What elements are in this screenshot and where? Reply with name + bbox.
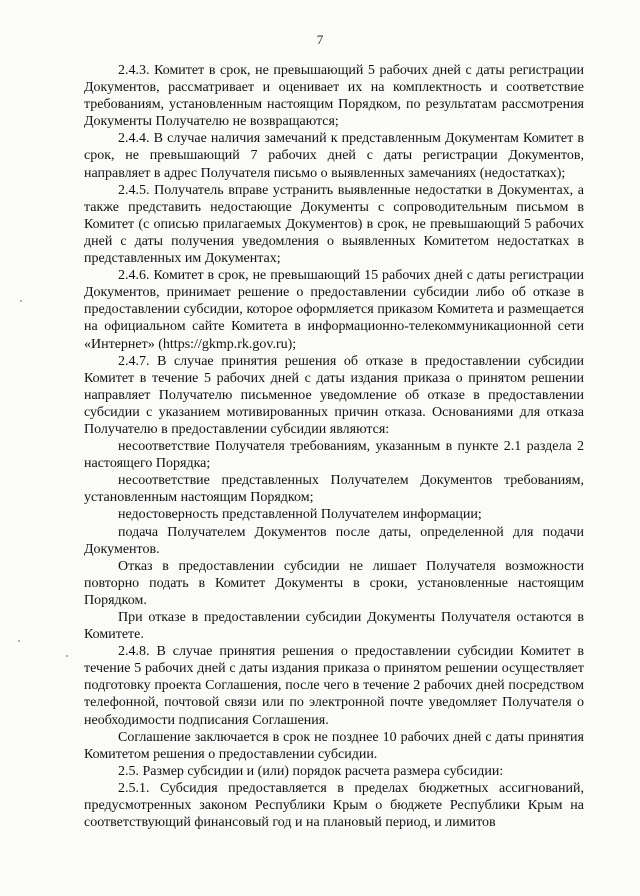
paragraph-refusal-note: Отказ в предоставлении субсидии не лишает Получателя возможности повторно подать в Комитет Документы в сроки, установленные настоящим Порядком.	[84, 558, 584, 608]
paragraph-2-4-5: 2.4.5. Получатель вправе устранить выявленные недостатки в Документах, а также представить недостающие Документы с сопроводительным письмом в Комитет (с описью прилагаемых Документов) в срок, не превышающий 5 рабочих дней с даты получения уведомления о выявленных Комитетом недостатках в представленных им Документах;	[84, 182, 584, 267]
scan-speck	[18, 640, 20, 642]
paragraph-agreement-term: Соглашение заключается в срок не позднее 10 рабочих дней с даты принятия Комитетом решения о предоставлении субсидии.	[84, 729, 584, 762]
paragraph-2-4-8: 2.4.8. В случае принятия решения о предоставлении субсидии Комитет в течение 5 рабочих дней с даты издания приказа о принятом решении осуществляет подготовку проекта Соглашения, после чего в течение 2 рабочих дней посредством телефонной, почтовой связи или по электронной почте уведомляет Получателя о необходимости подписания Соглашения.	[84, 644, 584, 728]
paragraph-2-5-1: 2.5.1. Субсидия предоставляется в пределах бюджетных ассигнований, предусмотренных законом Республики Крым о бюджете Республики Крым на соответствующий финансовый год и на плановый период, и лимитов	[84, 780, 584, 831]
refusal-ground-1: несоответствие Получателя требованиям, указанным в пункте 2.1 раздела 2 настоящего Порядка;	[84, 439, 584, 472]
document-body	[84, 62, 584, 831]
paragraph-2-4-6: 2.4.6. Комитет в срок, не превышающий 15 рабочих дней с даты регистрации Документов, принимает решение о предоставлении субсидии либо об отказе в предоставлении субсидии, которое оформляется приказом Комитета и размещается на официальном сайте Комитета в информационно-телекоммуникационной сети «Интернет» (https://gkmp.rk.gov.ru);	[84, 268, 584, 352]
refusal-ground-4: подача Получателем Документов после даты, определенной для подачи Документов.	[84, 524, 584, 557]
paragraph-2-4-7: 2.4.7. В случае принятия решения об отказе в предоставлении субсидии Комитет в течение 5 рабочих дней с даты издания приказа о принятом решении направляет Получателю письменное уведомление об отказе в предоставлении субсидии с указанием мотивированных причин отказа. Основаниями для отказа Получателю в предоставлении субсидии являются:	[84, 353, 584, 437]
paragraph-2-4-3: 2.4.3. Комитет в срок, не превышающий 5 рабочих дней с даты регистрации Документов, рассматривает и оценивает их на комплектность и соответствие требованиям, установленным настоящим Порядком, по результатам рассмотрения Документы Получателю не возвращаются;	[84, 63, 584, 130]
scan-speck	[66, 655, 68, 657]
scan-speck	[20, 300, 22, 302]
paragraph-2-4-4: 2.4.4. В случае наличия замечаний к представленным Документам Комитет в срок, не превышающий 7 рабочих дней с даты регистрации Документов, направляет в адрес Получателя письмо о выявленных замечаниях (недостатках);	[84, 131, 584, 181]
refusal-ground-2: несоответствие представленных Получателем Документов требованиям, установленным настоящим Порядком;	[84, 473, 584, 506]
paragraph-documents-remain: При отказе в предоставлении субсидии Документы Получателя остаются в Комитете.	[84, 610, 584, 643]
page-number: 7	[316, 32, 324, 47]
paragraph-2-5: 2.5. Размер субсидии и (или) порядок расчета размера субсидии:	[118, 763, 504, 779]
refusal-ground-3: недостоверность представленной Получателем информации;	[118, 507, 482, 523]
